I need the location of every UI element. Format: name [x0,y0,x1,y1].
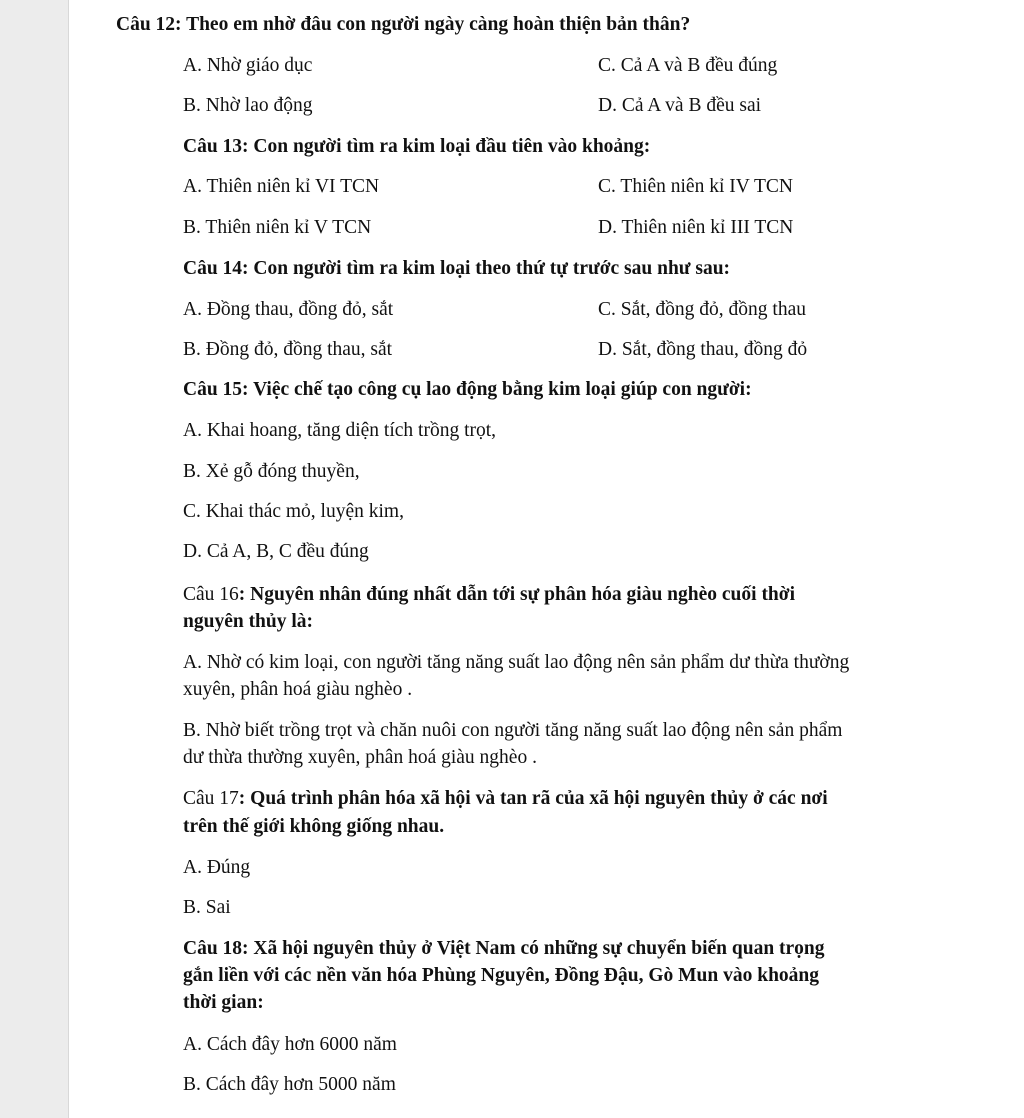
question-16-title-text: : Nguyên nhân đúng nhất dẫn tới sự phân hóa giàu nghèo cuối thời [238,584,795,605]
question-16-title-line2: nguyên thủy là: [183,611,314,632]
q12-option-c: C. Cả A và B đều đúng [598,55,778,76]
q15-option-d: D. Cả A, B, C đều đúng [183,541,369,562]
question-18-title-line1: Câu 18: Xã hội nguyên thủy ở Việt Nam có những sự chuyển biến quan trọng [183,938,825,959]
question-16-title-line1 [183,583,795,607]
q18-option-b: B. Cách đây hơn 5000 năm [183,1074,396,1095]
q13-option-b: B. Thiên niên kỉ V TCN [183,217,372,238]
question-18-title-line2: gắn liền với các nền văn hóa Phùng Nguyên, Đồng Đậu, Gò Mun vào khoảng [183,965,820,986]
question-17-title-text: : Quá trình phân hóa xã hội và tan rã của xã hội nguyên thủy ở các nơi [238,788,828,809]
q18-option-a: A. Cách đây hơn 6000 năm [183,1034,397,1055]
question-17-title-line1 [183,787,828,811]
q15-option-c: C. Khai thác mỏ, luyện kim, [183,501,404,522]
q16-option-b-line2: dư thừa thường xuyên, phân hoá giàu nghèo . [183,747,537,768]
q16-option-a-line1: A. Nhờ có kim loại, con người tăng năng suất lao động nên sản phẩm dư thừa thường [183,652,850,673]
q16-option-b-line1: B. Nhờ biết trồng trọt và chăn nuôi con người tăng năng suất lao động nên sản phẩm [183,720,843,741]
q16-option-a-line2: xuyên, phân hoá giàu nghèo . [183,679,413,700]
q12-option-d: D. Cả A và B đều sai [598,95,762,116]
q17-option-a: A. Đúng [183,857,251,878]
q13-option-c: C. Thiên niên kỉ IV TCN [598,176,793,197]
question-14-title: Câu 14: Con người tìm ra kim loại theo thứ tự trước sau như sau: [183,258,731,279]
q13-option-d: D. Thiên niên kỉ III TCN [598,217,794,238]
question-17-label: Câu 17 [183,788,239,809]
q14-option-c: C. Sắt, đồng đỏ, đồng thau [598,299,806,320]
q14-option-a: A. Đồng thau, đồng đỏ, sắt [183,299,394,320]
q14-option-b: B. Đồng đỏ, đồng thau, sắt [183,339,393,360]
q15-option-a: A. Khai hoang, tăng diện tích trồng trọt, [183,420,497,441]
q14-option-d: D. Sắt, đồng thau, đồng đỏ [598,339,808,360]
q12-option-b: B. Nhờ lao động [183,95,313,116]
question-15-title: Câu 15: Việc chế tạo công cụ lao động bằng kim loại giúp con người: [183,379,752,400]
question-18-title-line3: thời gian: [183,992,264,1013]
q15-option-b: B. Xẻ gỗ đóng thuyền, [183,461,360,482]
question-12-title: Câu 12: Theo em nhờ đâu con người ngày càng hoàn thiện bản thân? [116,14,691,35]
question-16-label: Câu 16 [183,584,239,605]
question-17-title-line2: trên thế giới không giống nhau. [183,816,445,837]
q13-option-a: A. Thiên niên kỉ VI TCN [183,176,380,197]
question-13-title: Câu 13: Con người tìm ra kim loại đầu tiên vào khoảng: [183,136,651,157]
q17-option-b: B. Sai [183,897,231,918]
q12-option-a: A. Nhờ giáo dục [183,55,313,76]
